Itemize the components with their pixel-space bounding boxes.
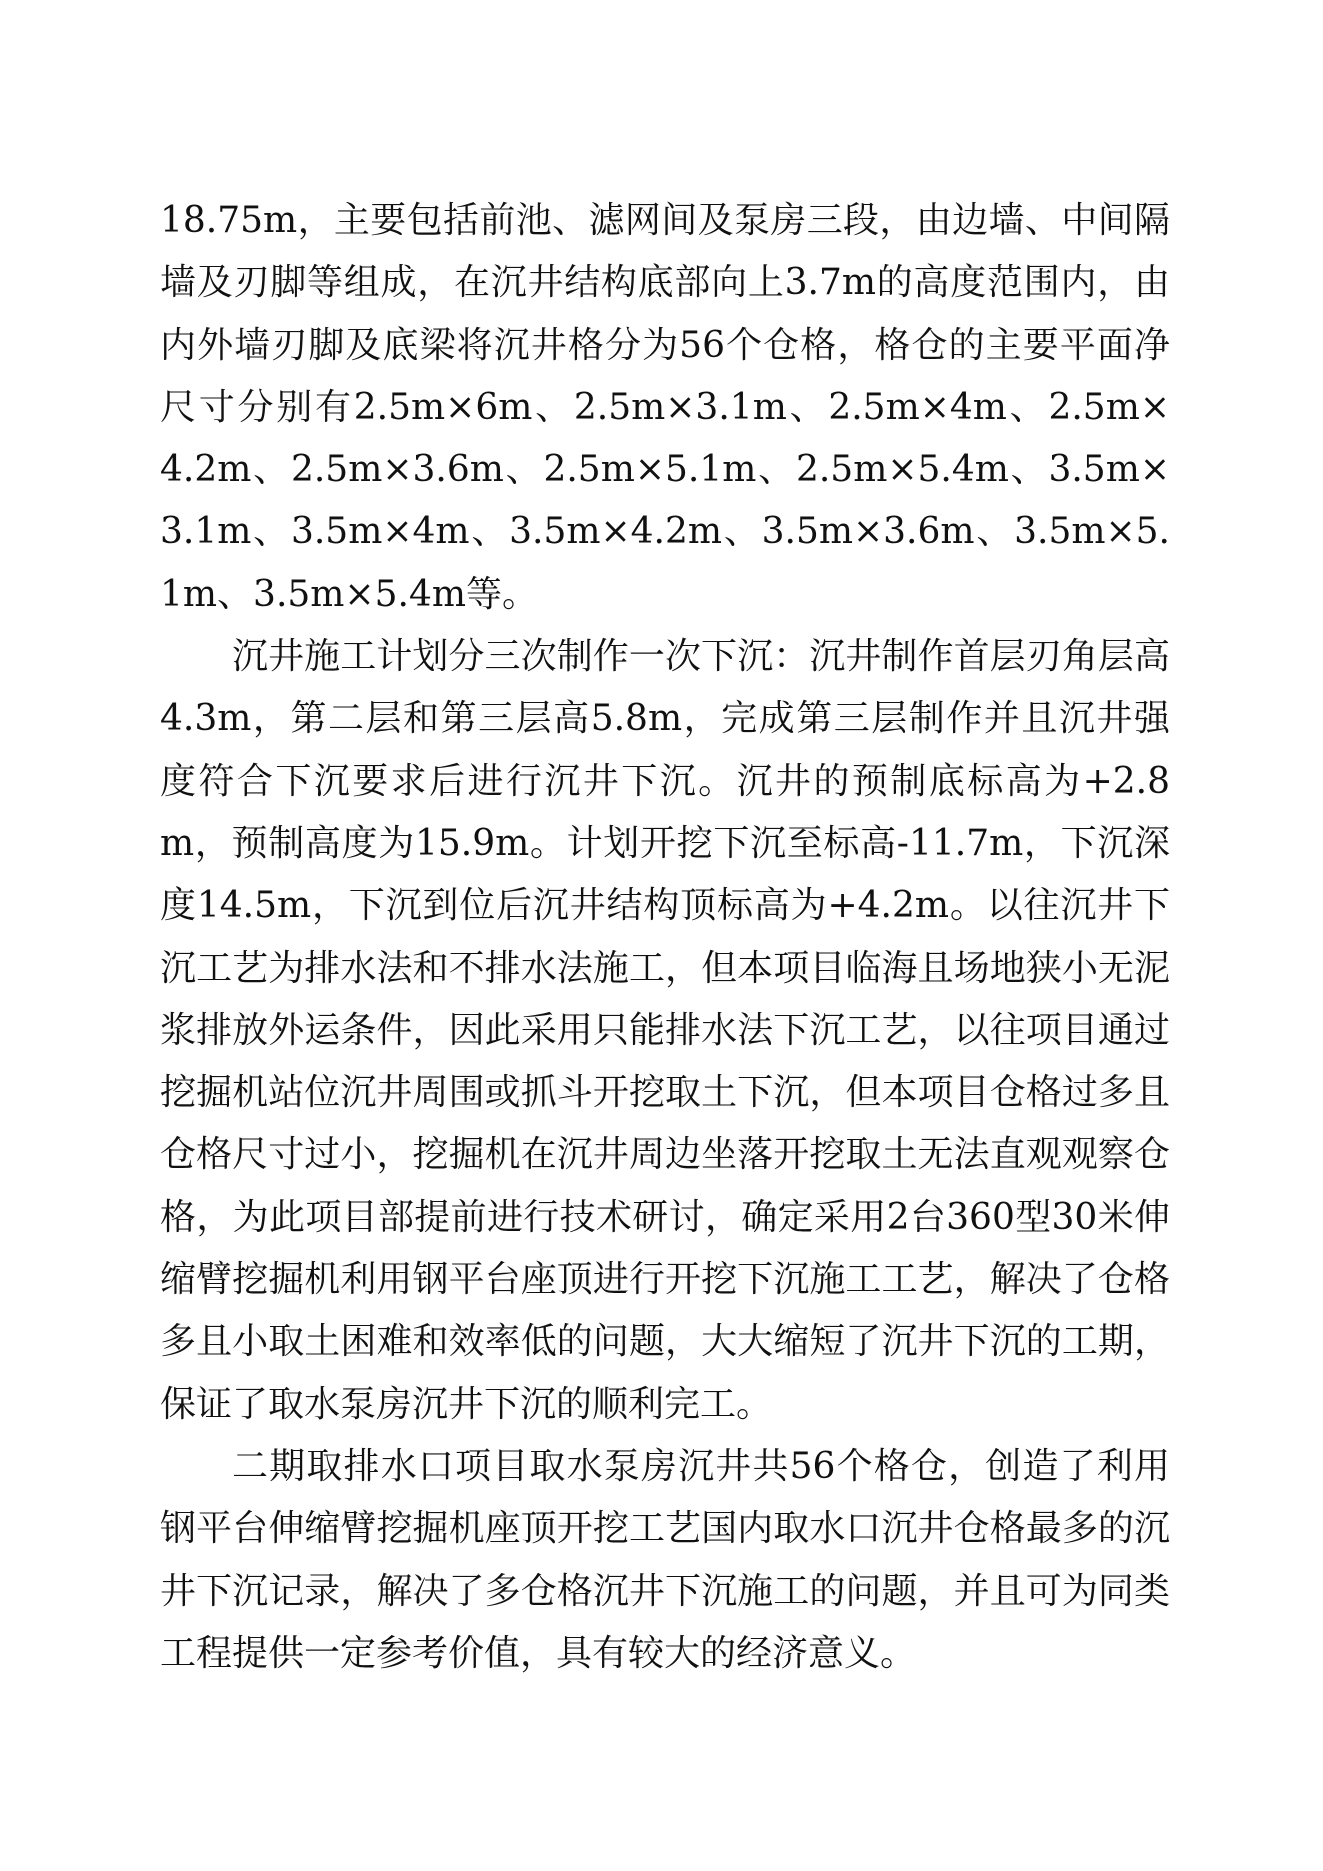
paragraph-construction-plan: 沉井施工计划分三次制作一次下沉：沉井制作首层刃角层高4.3m，第二层和第三层高5.8m，完成第三层制作并且沉井强度符合下沉要求后进行沉井下沉。沉井的预制底标高为+2.8m，预制高度为15.9m。计划开挖下沉至标高-11.7m，下沉深度14.5m，下沉到位后沉井结构顶标高为+4.2m。以往沉井下沉工艺为排水法和不排水法施工，但本项目临海且场地狭小无泥浆排放外运条件，因此采用只能排水法下沉工艺，以往项目通过挖掘机站位沉井周围或抓斗开挖取土下沉，但本项目仓格过多且仓格尺寸过小，挖掘机在沉井周边坐落开挖取土无法直观观察仓格，为此项目部提前进行技术研讨，确定采用2台360型30米伸缩臂挖掘机利用钢平台座顶进行开挖下沉施工工艺，解决了仓格多且小取土困难和效率低的问题，大大缩短了沉井下沉的工期，保证了取水泵房沉井下沉的顺利完工。 — [160, 636, 1170, 1425]
paragraph-significance: 二期取排水口项目取水泵房沉井共56个格仓，创造了利用钢平台伸缩臂挖掘机座顶开挖工艺国内取水口沉井仓格最多的沉井下沉记录，解决了多仓格沉井下沉施工的问题，并且可为同类工程提供一定参考价值，具有较大的经济意义。 — [160, 1445, 1170, 1674]
body-text — [160, 190, 1170, 1685]
paragraph-intro-continued: 18.75m，主要包括前池、滤网间及泵房三段，由边墙、中间隔墙及刃脚等组成，在沉井结构底部向上3.7m的高度范围内，由内外墙刃脚及底梁将沉井格分为56个仓格，格仓的主要平面净尺寸分别有2.5m×6m、2.5m×3.1m、2.5m×4m、2.5m×4.2m、2.5m×3.6m、2.5m×5.1m、2.5m×5.4m、3.5m×3.1m、3.5m×4m、3.5m×4.2m、3.5m×3.6m、3.5m×5.1m、3.5m×5.4m等。 — [160, 200, 1170, 615]
